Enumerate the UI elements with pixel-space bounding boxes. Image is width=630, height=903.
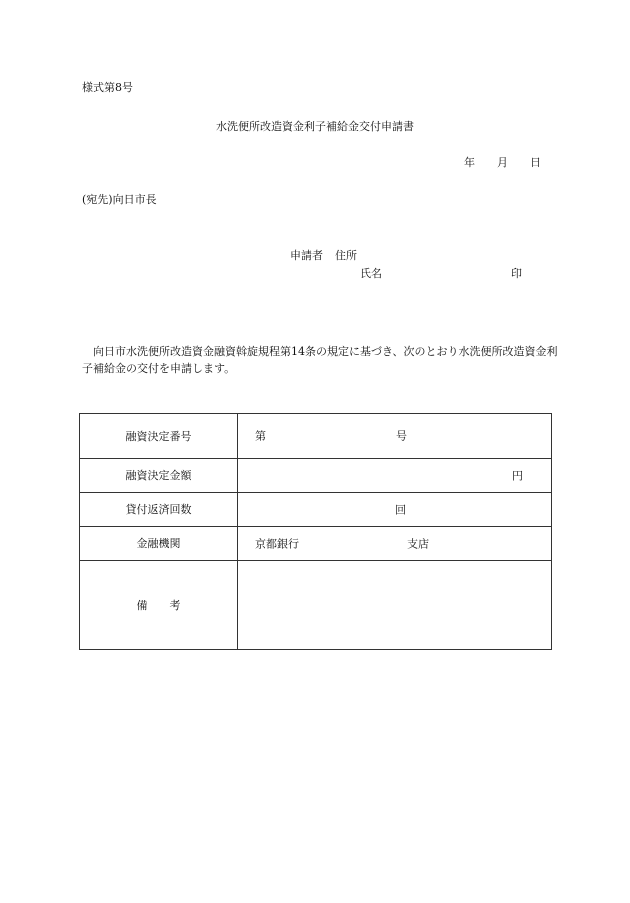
loan-number-label: 融資決定番号 xyxy=(80,414,238,459)
repayment-count-label: 貸付返済回数 xyxy=(80,493,238,527)
seal-mark: 印 xyxy=(511,267,522,280)
date-line xyxy=(464,157,541,168)
application-details-table xyxy=(79,413,552,650)
applicant-label: 申請者 xyxy=(290,249,323,262)
loan-number-prefix: 第 xyxy=(255,429,266,443)
body-paragraph: 向日市水洗便所改造資金融資斡旋規程第14条の規定に基づき、次のとおり水洗便所改造資金利子補給金の交付を申請します。 xyxy=(82,345,558,375)
document-title: 水洗便所改造資金利子補給金交付申請書 xyxy=(216,120,414,133)
remarks-label-right: 考 xyxy=(169,598,181,612)
bank-label: 金融機関 xyxy=(80,527,238,561)
form-number: 様式第8号 xyxy=(82,81,133,94)
addressee: (宛先)向日市長 xyxy=(82,193,157,206)
bank-name: 京都銀行 xyxy=(255,537,299,550)
remarks-label xyxy=(80,561,238,650)
date-month-label: 月 xyxy=(497,156,508,169)
table-row-remarks xyxy=(80,561,552,650)
loan-number-suffix: 号 xyxy=(396,429,407,443)
table-row-bank xyxy=(80,527,552,561)
remarks-label-left: 備 xyxy=(136,598,148,612)
loan-number-field[interactable] xyxy=(238,414,552,459)
date-year-label: 年 xyxy=(464,156,475,169)
table-row-loan-number xyxy=(80,414,552,459)
repayment-count-field[interactable] xyxy=(238,493,552,527)
date-day-label: 日 xyxy=(530,156,541,169)
loan-amount-field[interactable] xyxy=(238,459,552,493)
table-row-loan-amount xyxy=(80,459,552,493)
bank-branch-label: 支店 xyxy=(407,537,429,550)
repayment-count-unit: 回 xyxy=(395,503,406,516)
name-label: 氏名 xyxy=(360,267,382,280)
loan-amount-label: 融資決定金額 xyxy=(80,459,238,493)
loan-amount-unit: 円 xyxy=(512,469,523,482)
bank-field[interactable] xyxy=(238,527,552,561)
table-row-repayment-count xyxy=(80,493,552,527)
address-label: 住所 xyxy=(335,249,357,262)
remarks-field[interactable] xyxy=(238,561,552,650)
